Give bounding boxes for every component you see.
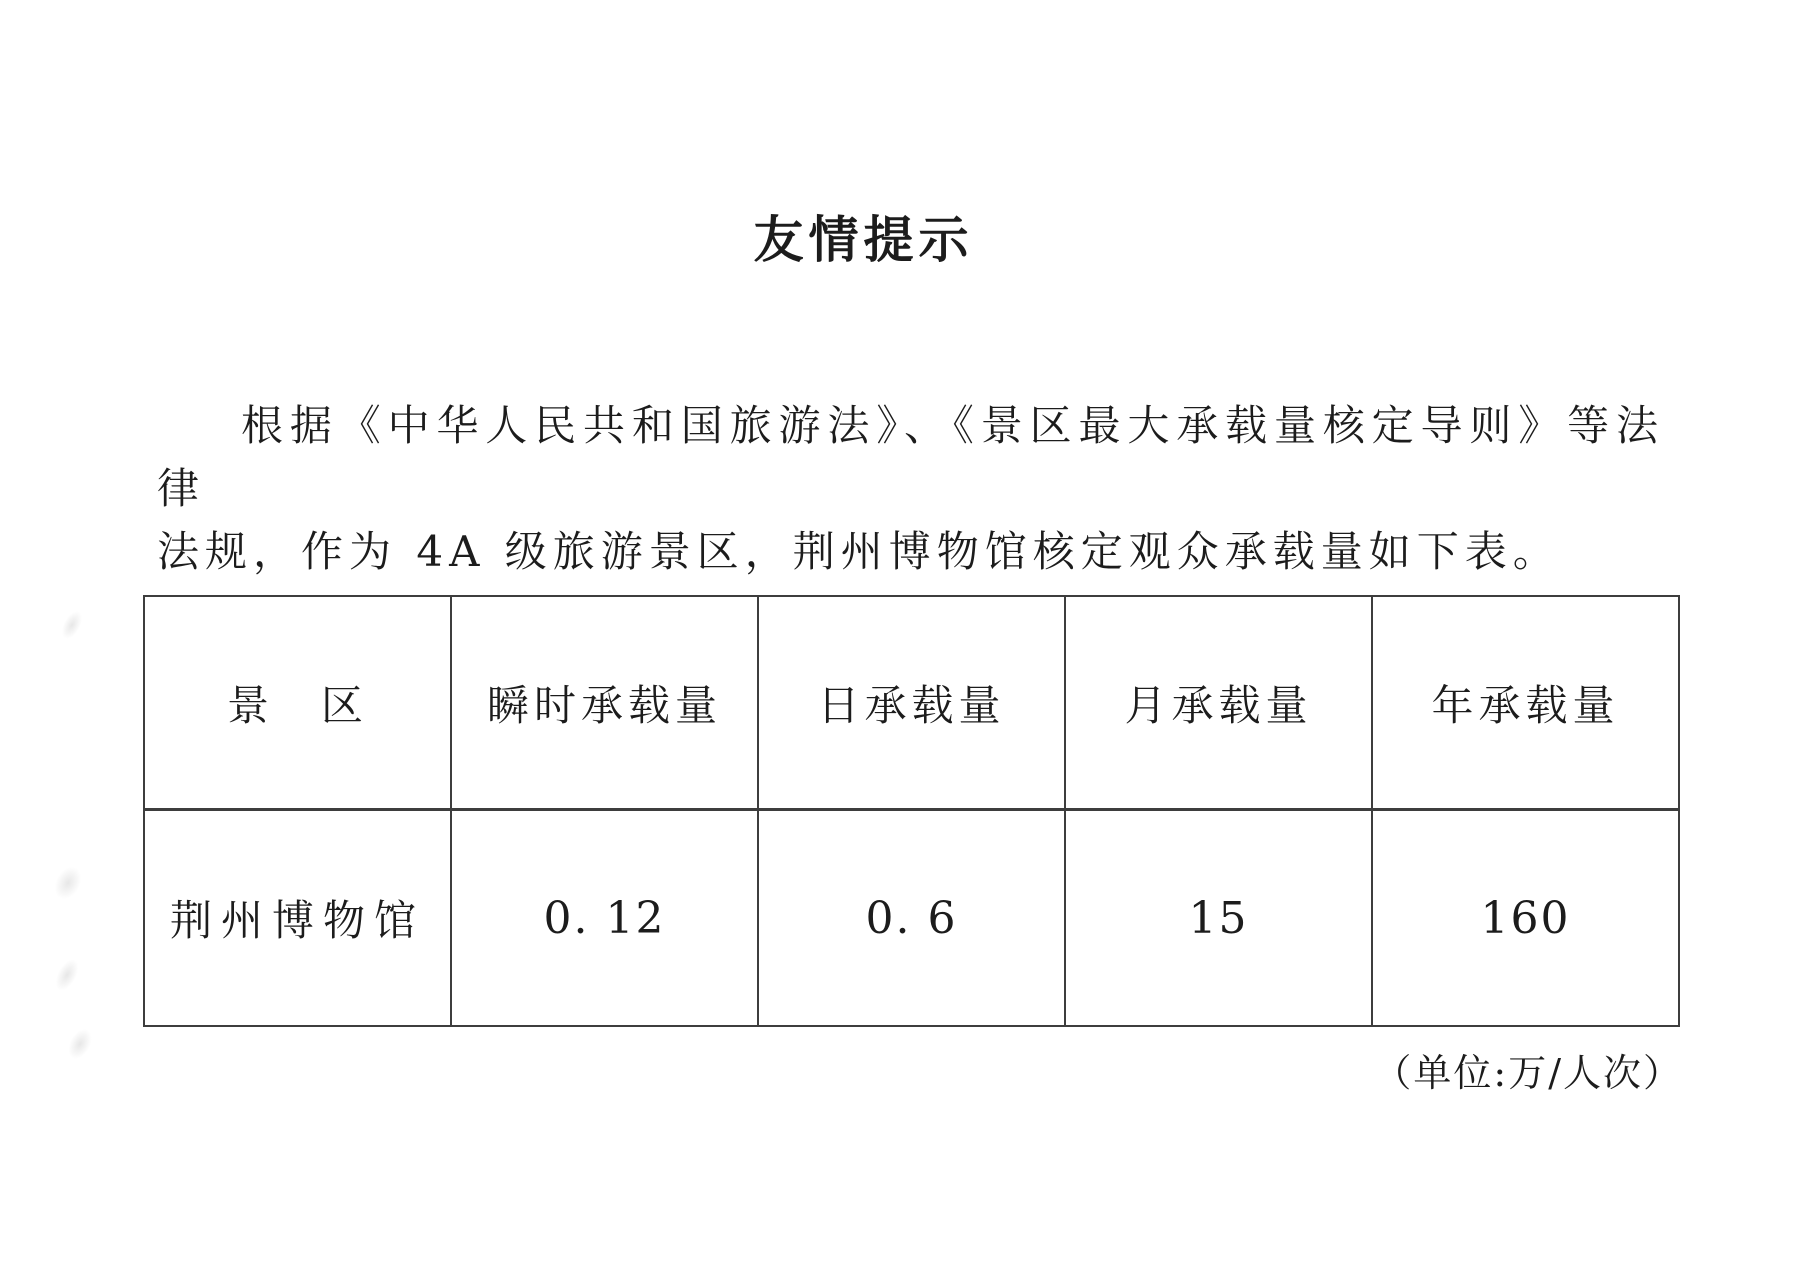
header-scenic-area: 景 区 (144, 596, 451, 810)
cell-scenic-area: 荆州博物馆 (144, 810, 451, 1027)
cell-monthly-capacity: 15 (1065, 810, 1372, 1027)
page-title-text: 友情提示 (753, 210, 974, 269)
cell-daily-capacity: 0. 6 (758, 810, 1065, 1027)
table-row (144, 810, 1679, 1027)
scan-artifact (58, 608, 86, 642)
page-title (0, 200, 1811, 272)
capacity-table-header-row (144, 596, 1679, 810)
scan-artifact (49, 862, 86, 903)
capacity-table (143, 595, 1680, 1027)
scan-artifact (51, 956, 83, 994)
scan-artifact (64, 1025, 97, 1063)
header-monthly-capacity: 月承载量 (1065, 596, 1372, 810)
paragraph-line-1: 根据《中华人民共和国旅游法》、《景区最大承载量核定导则》等法律 (157, 401, 1664, 513)
cell-instant-capacity: 0. 12 (451, 810, 758, 1027)
cell-annual-capacity: 160 (1372, 810, 1679, 1027)
header-annual-capacity: 年承载量 (1372, 596, 1679, 810)
unit-note: （单位:万/人次） (1373, 1051, 1683, 1095)
header-instant-capacity: 瞬时承载量 (451, 596, 758, 810)
notice-paragraph (157, 394, 1664, 583)
header-daily-capacity: 日承载量 (758, 596, 1065, 810)
paragraph-line-2: 法规，作为 4A 级旅游景区，荆州博物馆核定观众承载量如下表。 (157, 527, 1561, 576)
